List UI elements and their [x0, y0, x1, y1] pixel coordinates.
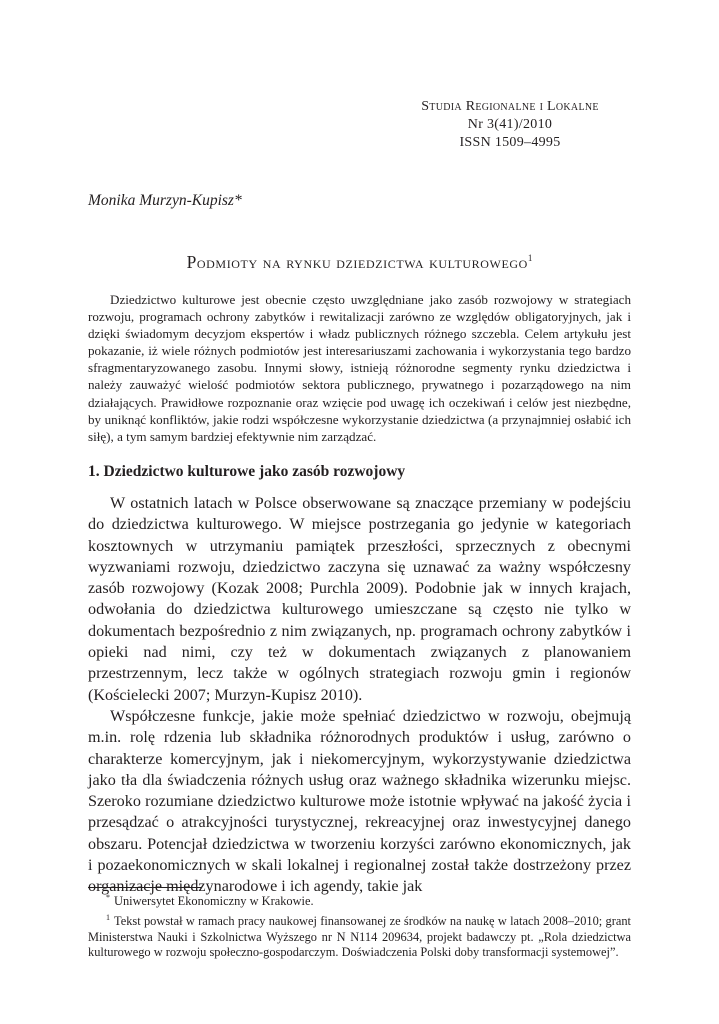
- footnote-text: Uniwersytet Ekonomiczny w Krakowie.: [114, 894, 314, 909]
- abstract: [88, 291, 631, 445]
- footnote-mark: *: [106, 893, 110, 902]
- footnote-divider: [88, 887, 202, 888]
- footnote-mark: 1: [106, 912, 110, 922]
- article-title-text: Podmioty na rynku dziedzictwa kulturowego: [186, 252, 528, 272]
- footnote: [88, 890, 631, 910]
- footnote-text: Tekst powstał w ramach pracy naukowej finansowanej ze środków na naukę w latach 2008–2010; grant Ministerstwa Nauki i Szkolnictwa Wyższego nr N N114 209634, projekt badawczy pt. „Rola dziedzictwa kulturowego w rozwoju społeczno-gospodarczym. Doświadczenia Polski doby transformacji systemowej”.: [88, 913, 631, 960]
- journal-issue: Nr 3(41)/2010: [467, 117, 553, 132]
- footnote: [88, 910, 631, 961]
- footnotes: [88, 890, 631, 961]
- article-title: [88, 252, 631, 273]
- journal-name: Studia Regionalne i Lokalne: [421, 99, 599, 114]
- abstract-text: Dziedzictwo kulturowe jest obecnie często uwzględniane jako zasób rozwojowy w strategiach rozwoju, programach ochrony zabytków i rewitalizacji zarówno ze względów obligatoryjnych, jak i dzięki świadomym decyzjom ekspertów i władz publicznych różnego szczebla. Celem artykułu jest pokazanie, iż wiele różnych podmiotów jest interesariuszami zachowania i wykorzystania tego bardzo sfragmentaryzowanego zasobu. Innymi słowy, istnieją różnorodne segmenty rynku dziedzictwa i należy zauważyć wielość podmiotów sektora publicznego, prywatnego i pozarządowego na nim działających. Prawidłowe rozpoznanie oraz wzięcie pod uwagę ich oczekiwań i celów jest niezbędne, by uniknąć konfliktów, jakie rodzi współczesne wykorzystanie dziedzictwa (a przynajmniej osłabić ich siłę), a tym samym bardziej efektywnie nim zarządzać.: [88, 292, 631, 444]
- author-name: Monika Murzyn-Kupisz*: [88, 192, 242, 209]
- title-footnote-ref[interactable]: 1: [527, 253, 533, 264]
- journal-header: [360, 98, 660, 152]
- body-paragraph: W ostatnich latach w Polsce obserwowane są znaczące przemiany w podejściu do dziedzictwa kulturowego. W miejsce postrzegania go jedynie w kategoriach kosztownych w utrzymaniu pamiątek przeszłości, sprzecznych z obecnymi wyzwaniami rozwoju, dziedzictwo zaczyna się uznawać za ważny współczesny zasób rozwojowy (Kozak 2008; Purchla 2009). Podobnie jak w innych krajach, odwołania do dziedzictwa kulturowego umieszczane są często nie tylko w dokumentach bezpośrednio z nim związanych, np. programach ochrony zabytków i opieki nad nimi, czy też w dokumentach związanych z planowaniem przestrzennym, lecz także w ogólnych strategiach rozwoju gmin i regionów (Kościelecki 2007; Murzyn-Kupisz 2010).: [88, 495, 631, 704]
- section-body: [88, 493, 631, 898]
- body-paragraph: Współczesne funkcje, jakie może spełniać dziedzictwo w rozwoju, obejmują m.in. rolę rdzenia lub składnika różnorodnych produktów i usług, zarówno o charakterze komercyjnym, jak i niekomercyjnym, wykorzystywanie dziedzictwa jako tła dla świadczenia różnych usług oraz ważnego składnika wizerunku miejsc. Szeroko rozumiane dziedzictwo kulturowe może istotnie wpływać na jakość życia i przesądzać o atrakcyjności turystycznej, rekreacyjnej oraz inwestycyjnej danego obszaru. Potencjał dziedzictwa w tworzeniu korzyści zarówno ekonomicznych, jak i pozaekonomicznych w skali lokalnej i regionalnej został także dostrzeżony przez organizacje międzynarodowe i ich agendy, takie jak: [88, 707, 631, 896]
- journal-issn: ISSN 1509–4995: [459, 135, 561, 150]
- section-heading: 1. Dziedzictwo kulturowe jako zasób rozwojowy: [88, 463, 406, 480]
